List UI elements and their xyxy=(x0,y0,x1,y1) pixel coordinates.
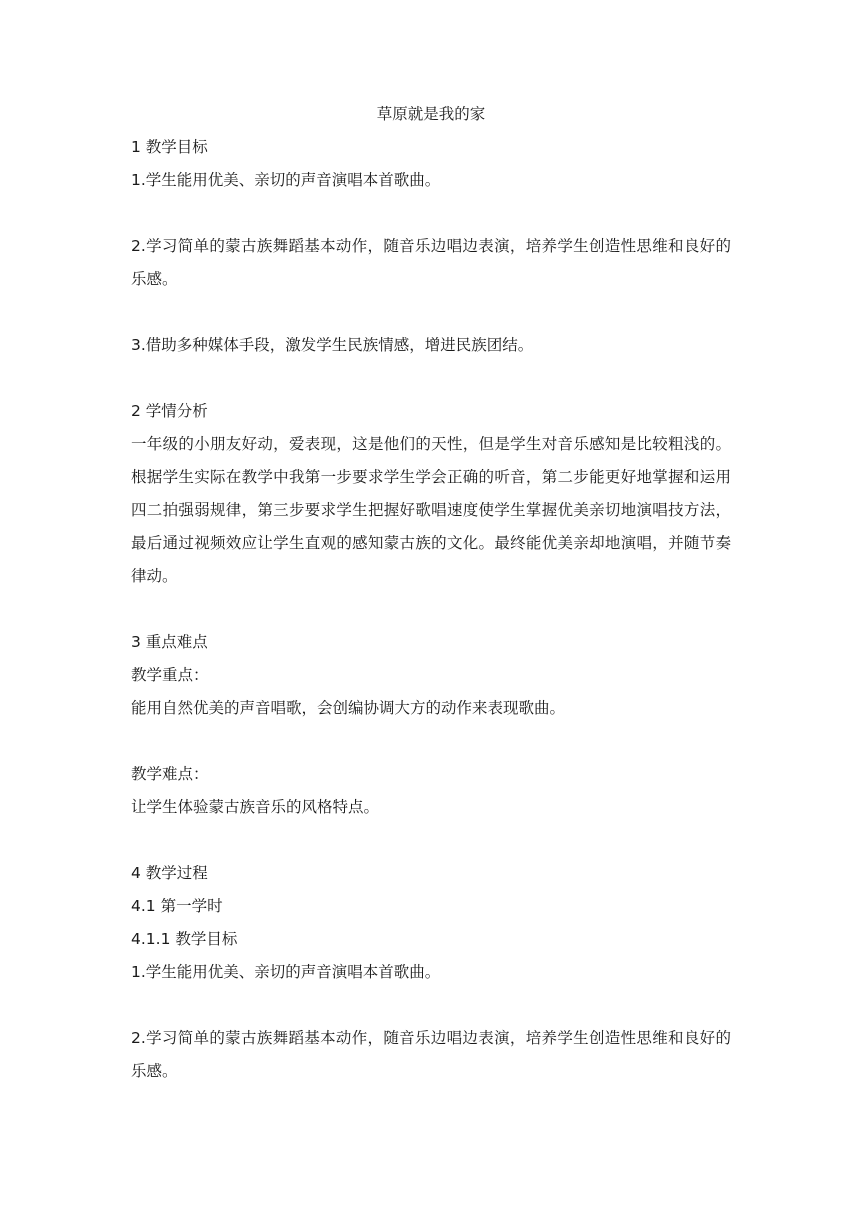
difficulty-label: 教学难点： xyxy=(131,765,209,783)
lesson-objective-item-2: 2.学习简单的蒙古族舞蹈基本动作，随音乐边唱边表演，培养学生创造性思维和良好的乐感。 xyxy=(131,1029,731,1080)
subsection-heading-lesson-1: 4.1 第一学时 xyxy=(131,897,223,915)
objective-item-3: 3.借助多种媒体手段，激发学生民族情感，增进民族团结。 xyxy=(131,336,534,354)
objective-item-1: 1.学生能用优美、亲切的声音演唱本首歌曲。 xyxy=(131,171,441,189)
key-point-text: 能用自然优美的声音唱歌，会创编协调大方的动作来表现歌曲。 xyxy=(131,699,566,717)
paragraph-gap xyxy=(131,197,731,230)
section-heading-analysis: 2 学情分析 xyxy=(131,402,208,420)
document-title: 草原就是我的家 xyxy=(376,105,486,123)
lesson-objective-item-1: 1.学生能用优美、亲切的声音演唱本首歌曲。 xyxy=(131,963,441,981)
difficulty-text: 让学生体验蒙古族音乐的风格特点。 xyxy=(131,798,380,816)
paragraph-gap xyxy=(131,296,731,329)
paragraph-gap xyxy=(131,989,731,1022)
analysis-paragraph: 一年级的小朋友好动，爱表现，这是他们的天性，但是学生对音乐感知是比较粗浅的。根据学生实际在教学中我第一步要求学生学会正确的听音，第二步能更好地掌握和运用四二拍强弱规律，第三步要求学生把握好歌唱速度使学生掌握优美亲切地演唱技方法，最后通过视频效应让学生直观的感知蒙古族的文化。最终能优美亲却地演唱，并随节奏律动。 xyxy=(131,435,731,585)
objective-item-2: 2.学习简单的蒙古族舞蹈基本动作，随音乐边唱边表演，培养学生创造性思维和良好的乐感。 xyxy=(131,237,731,288)
paragraph-gap xyxy=(131,362,731,395)
section-heading-key-points: 3 重点难点 xyxy=(131,633,208,651)
key-point-label: 教学重点： xyxy=(131,666,209,684)
paragraph-gap xyxy=(131,725,731,758)
section-heading-objectives: 1 教学目标 xyxy=(131,138,208,156)
paragraph-gap xyxy=(131,593,731,626)
section-heading-process: 4 教学过程 xyxy=(131,864,208,882)
document-body xyxy=(131,98,731,1088)
paragraph-gap xyxy=(131,824,731,857)
subsection-heading-lesson-1-objectives: 4.1.1 教学目标 xyxy=(131,930,238,948)
